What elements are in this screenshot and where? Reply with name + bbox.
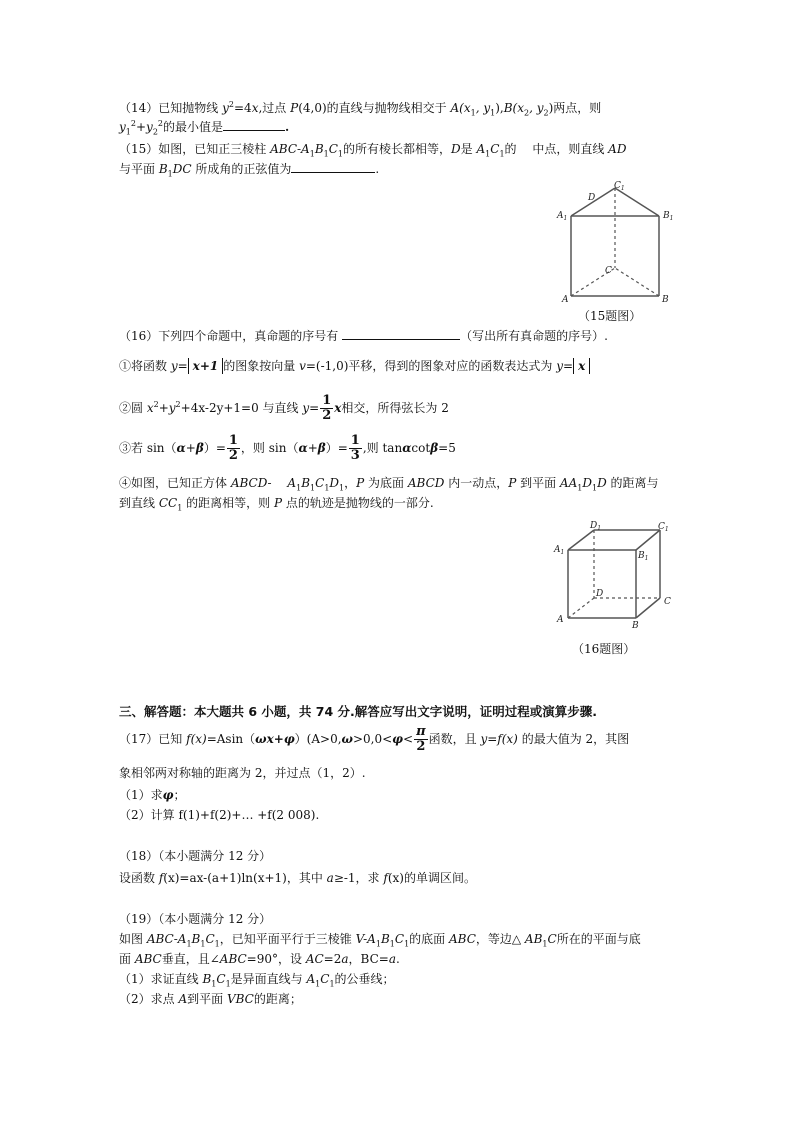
q14-line1: （14）已知抛物线 $y^2=4x$,过点 P(4,0)的直线与抛物线相交于 $A(x_1$, $y_1),B(x_2$, $y_2$)两点，则 — [119, 100, 602, 118]
vertex-label-a: A — [557, 615, 564, 625]
q18-body: 设函数 f(x)=ax-(a+1)ln(x+1)，其中 a≥-1，求 f(x)的单调区间。 — [119, 871, 476, 885]
vertex-label-d: D — [588, 193, 596, 203]
q17-line2: 象相邻两对称轴的距离为 2，并过点（1，2）. — [119, 766, 366, 780]
q19-line2: 面 ABC垂直，且∠ABC=90°，设 AC=2a，BC=a. — [119, 952, 400, 966]
vertex-label-b: B — [632, 621, 639, 630]
q16-prop1: ①将函数 y= x+1 的图象按向量 v=(-1,0)平移，得到的图象对应的函数表达式为 y= x — [119, 357, 590, 375]
edge-a1-d1 — [568, 530, 594, 550]
q17-sub1: （1）求φ； — [119, 788, 186, 802]
fraction-pi-over-2: $\frac{\pi}{2}$ — [416, 724, 426, 754]
vertex-label-c1: $C_1$ — [614, 181, 625, 192]
q18-head: （18）（本小题满分 12 分） — [119, 849, 272, 863]
q15-line2: 与平面 $B_1DC$ 所成角的正弦值为 . — [119, 162, 380, 179]
fraction-one-half-b: $\frac{1}{2}$ — [228, 433, 238, 463]
section-heading: 三、解答题：本大题共 6 小题，共 74 分.解答应写出文字说明，证明过程或演算步骤. — [119, 704, 597, 719]
q19-sub2: （2）求点 A到平面 VBC的距离； — [119, 992, 302, 1006]
fraction-one-third: $\frac{1}{3}$ — [350, 433, 360, 463]
edge-b-c — [615, 268, 659, 296]
q16-prop2: ②圆 $x^2+y^2+4x-2y+1=0$ 与直线 y= $\frac{1}{2}$ x相交，所得弦长为 2 — [119, 393, 449, 423]
edge-c1-b1 — [615, 188, 659, 216]
q15-line1: （15）如图，已知正三棱柱 ABC-$A_1B_1C_1$的所有棱长都相等，D是 $A_1C_1$的 中点，则直线 AD — [119, 142, 627, 159]
edge-b-c — [636, 598, 660, 618]
cube-figure-16 — [552, 518, 682, 630]
q14-line2: $y_1^2+y_2^2$的最小值是 . — [119, 119, 290, 137]
vertex-label-c1: $C_1$ — [658, 522, 669, 533]
vertex-label-c: C — [605, 266, 612, 276]
vertex-label-a1: $A_1$ — [557, 211, 568, 222]
edge-a-d — [568, 598, 594, 618]
q19-sub1: （1）求证直线 $B_1C_1$是异面直线与 $A_1C_1$的公垂线； — [119, 972, 395, 989]
vertex-label-d: D — [596, 589, 604, 599]
answer-blank-14 — [223, 118, 285, 131]
edge-b1-c1 — [636, 530, 660, 550]
vertex-label-b1: $B_1$ — [663, 211, 674, 222]
caption-fig16: （16题图） — [572, 642, 636, 656]
vertex-label-b1: $B_1$ — [638, 551, 649, 562]
answer-blank-16 — [342, 327, 460, 340]
q16-prop4-line2: 到直线 $CC_1$ 的距离相等，则 P 点的轨迹是抛物线的一部分. — [119, 496, 434, 513]
fraction-one-half: $\frac{1}{2}$ — [322, 393, 332, 423]
vertex-label-b: B — [662, 295, 669, 305]
q16-prop4-line1: ④如图，已知正方体 ABCD- $A_1B_1C_1D_1$，P 为底面 ABCD 内一动点，P 到平面 $AA_1D_1D$ 的距离与 — [119, 476, 659, 493]
vertex-label-a: A — [562, 295, 569, 305]
q17-line1: （17）已知 f(x)=Asin（ωx+φ）(A>0,ω>0,0<φ< $\frac{\pi}{2}$ 函数，且 y=f(x) 的最大值为 2，其图 — [119, 724, 630, 754]
caption-fig15: （15题图） — [578, 309, 642, 323]
vertex-label-d1: $D_1$ — [590, 521, 602, 532]
vertex-label-a1: $A_1$ — [554, 545, 565, 556]
prism-figure-15 — [555, 176, 675, 306]
vertex-label-c: C — [664, 597, 671, 607]
q16-prop3: ③若 sin（α+β）= $\frac{1}{2}$ ，则 sin（α+β）= $\frac{1}{3}$ ,则 tanαcotβ=5 — [119, 433, 456, 463]
q17-sub2: （2）计算 f(1)+f(2)+… +f(2 008). — [119, 808, 320, 822]
q19-head: （19）（本小题满分 12 分） — [119, 912, 272, 926]
answer-blank-15 — [291, 160, 375, 173]
q16-line1: （16）下列四个命题中，真命题的序号有 （写出所有真命题的序号）. — [119, 329, 608, 343]
q19-line1: 如图 ABC-$A_1B_1C_1$，已知平面平行于三棱锥 $V-A_1B_1C_1$的底面 ABC，等边△ $AB_1C$所在的平面与底 — [119, 932, 641, 949]
